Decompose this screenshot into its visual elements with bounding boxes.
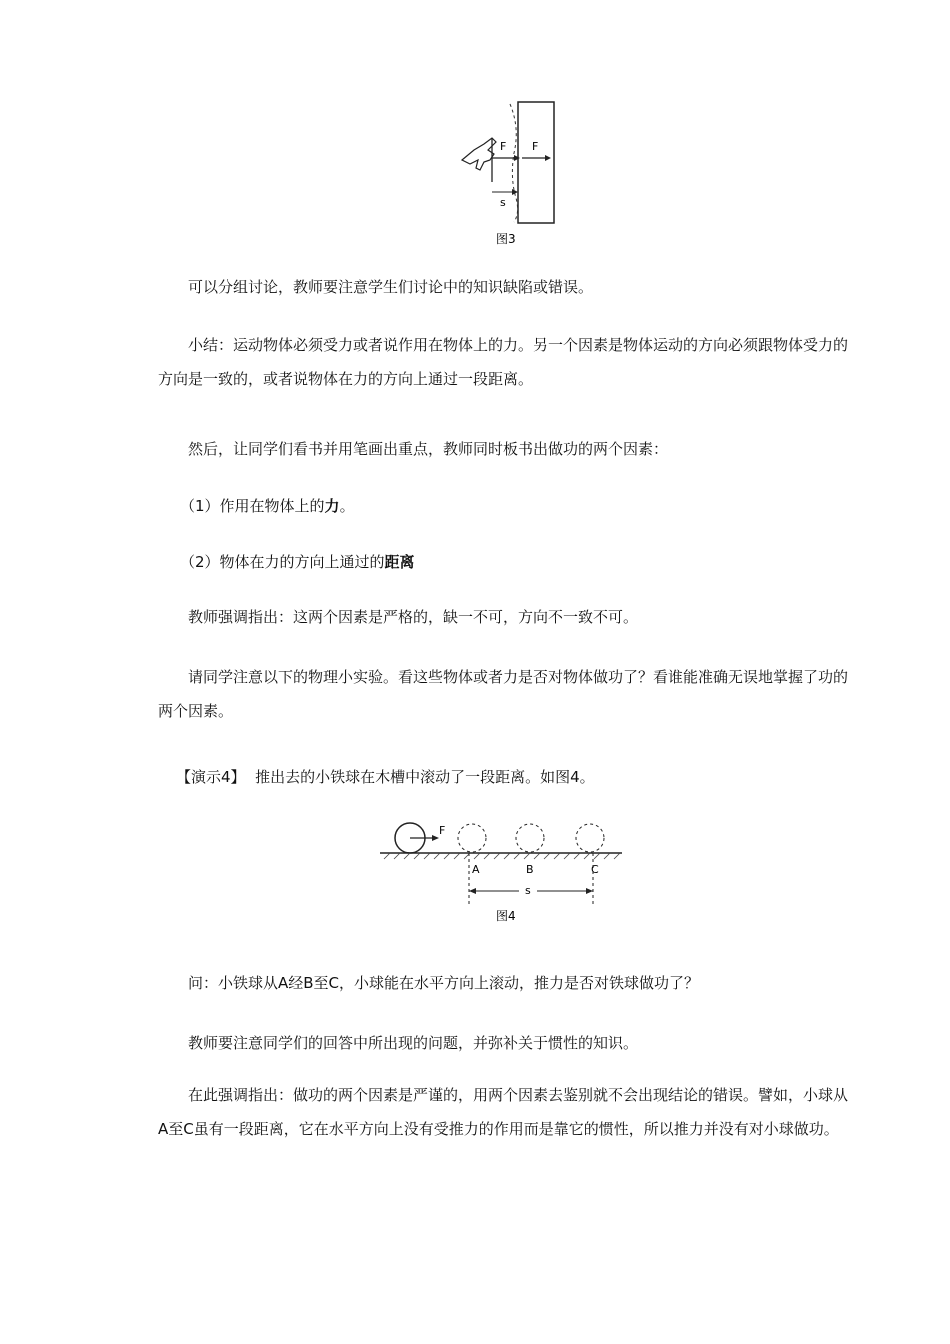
fig3-force-label-1: F [500,140,507,153]
paragraph-summary: 小结：运动物体必须受力或者说作用在物体上的力。另一个因素是物体运动的方向必须跟物体受力的方向是一致的，或者说物体在力的方向上通过一段距离。 [158,336,849,388]
figure-3 [440,98,570,248]
ball-b [516,824,544,852]
factor-2: （2）物体在力的方向上通过的距离 [180,553,415,571]
fig4-force-label: F [439,824,446,837]
fig4-caption: 图4 [496,909,516,923]
book-block [518,102,554,223]
point-c: C [591,863,599,876]
fig4-distance-label: s [525,884,531,897]
factor-1: （1）作用在物体上的力。 [180,497,355,515]
paragraph-5: 请同学注意以下的物理小实验。看这些物体或者力是否对物体做功了？看谁能准确无误地掌握了功的两个因素。 [158,668,849,720]
paragraph-3: 然后，让同学们看书并用笔画出重点，教师同时板书出做功的两个因素： [188,440,669,458]
fig3-caption: 图3 [496,232,516,246]
ball-a [458,824,486,852]
paragraph-6: 教师要注意同学们的回答中所出现的问题，并弥补关于惯性的知识。 [188,1034,639,1052]
figure-4 [378,816,628,931]
hand-icon [462,138,496,170]
ground-hatch [384,853,620,859]
paragraph-7: 在此强调指出：做功的两个因素是严谨的，用两个因素去鉴别就不会出现结论的错误。譬如，小球从A至C虽有一段距离，它在水平方向上没有受推力的作用而是靠它的惯性，所以推力并没有对小球做功。 [158,1086,849,1138]
fig3-distance-label: s [500,196,506,209]
wall-dashed-edge [510,104,518,222]
point-b: B [526,863,534,876]
point-a: A [472,863,480,876]
question: 问：小铁球从A经B至C，小球能在水平方向上滚动，推力是否对铁球做功了？ [188,974,700,992]
fig3-force-label-2: F [532,140,539,153]
demo-text: 推出去的小铁球在木槽中滚动了一段距离。如图4。 [255,768,595,786]
paragraph-4: 教师强调指出：这两个因素是严格的，缺一不可，方向不一致不可。 [188,608,639,626]
paragraph-1: 可以分组讨论，教师要注意学生们讨论中的知识缺陷或错误。 [188,278,594,296]
demo-tag: 【演示4】 [176,768,246,786]
ball-c [576,824,604,852]
demo-4 [176,766,595,787]
